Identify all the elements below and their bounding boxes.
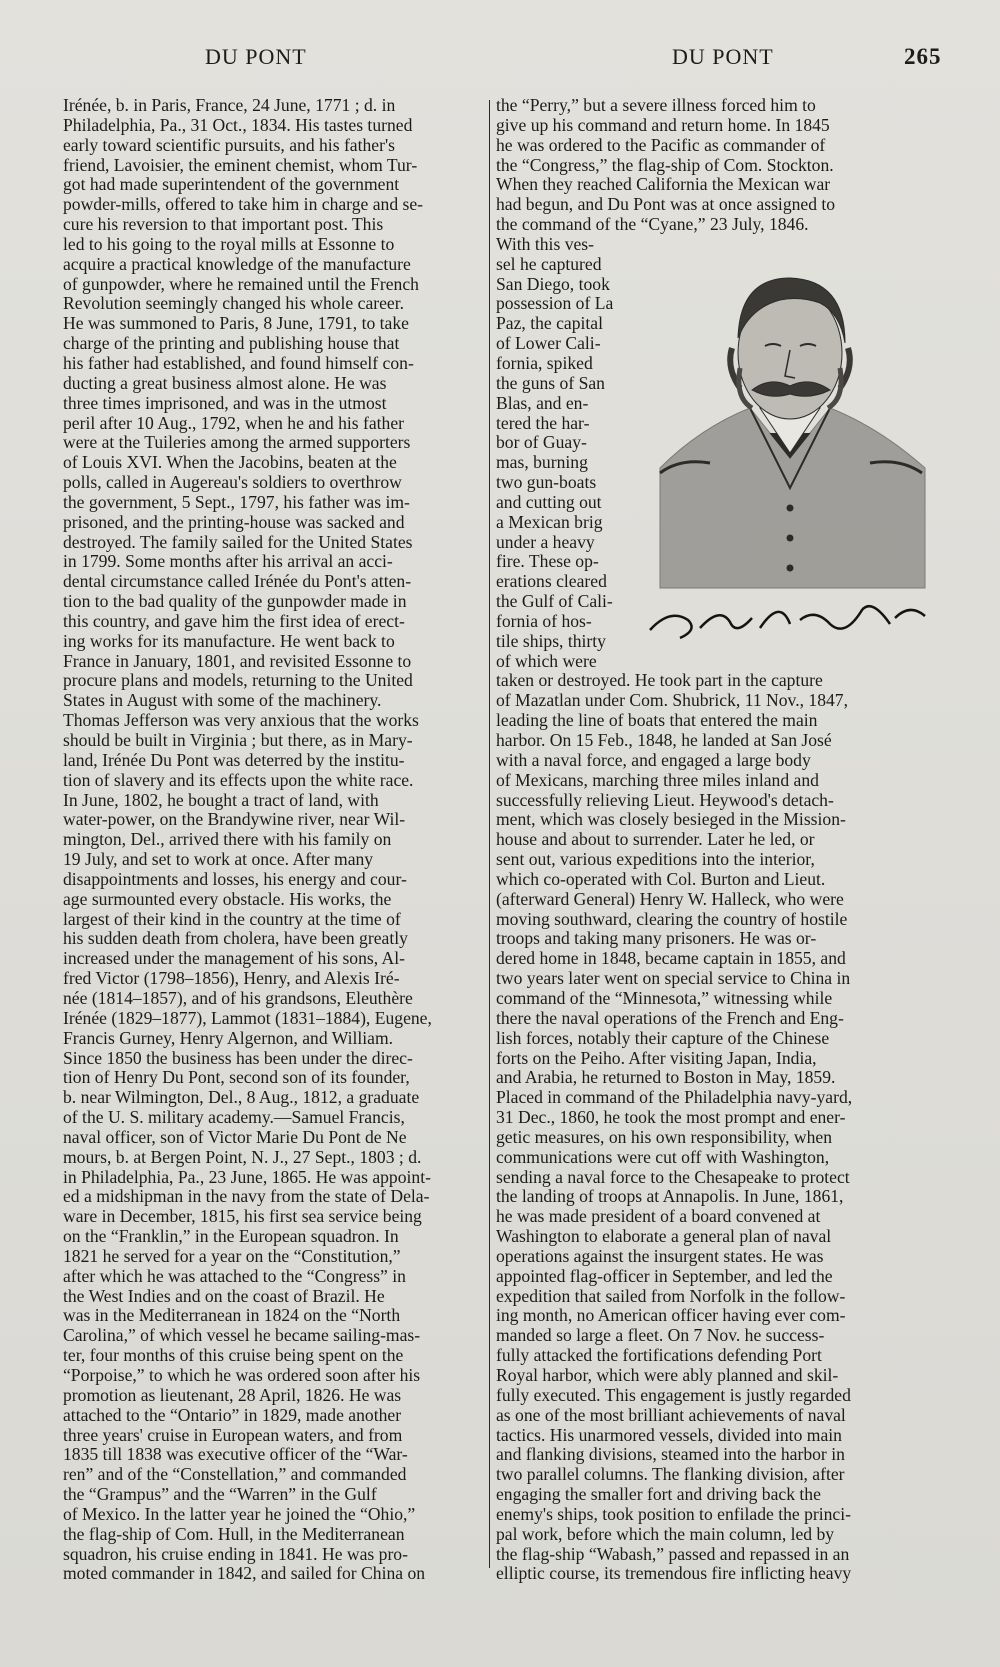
text-line: disappointments and losses, his energy and cour- <box>63 869 407 889</box>
text-line: in Philadelphia, Pa., 23 June, 1865. He was appoint- <box>63 1167 431 1187</box>
text-line: squadron, his cruise ending in 1841. He was pro- <box>63 1544 408 1564</box>
text-line: tered the har- <box>496 413 590 433</box>
text-line: promotion as lieutenant, 28 April, 1826. He was <box>63 1385 402 1405</box>
text-line: Paz, the capital <box>496 314 603 334</box>
text-line: naval officer, son of Victor Marie Du Pont de Ne <box>63 1127 407 1147</box>
text-line: taken or destroyed. He took part in the capture <box>496 671 823 691</box>
text-line: got had made superintendent of the government <box>63 175 400 195</box>
text-line: charge of the printing and publishing house that <box>63 334 400 354</box>
column-rule <box>489 100 490 1568</box>
text-line: in 1799. Some months after his arrival an acci- <box>63 552 393 572</box>
text-line: Irénée, b. in Paris, France, 24 June, 1771 ; d. in <box>63 96 396 115</box>
text-line: 31 Dec., 1860, he took the most prompt and ener- <box>496 1108 846 1128</box>
running-head-right: DU PONT <box>672 44 774 69</box>
text-line: Placed in command of the Philadelphia navy-yard, <box>496 1088 853 1108</box>
text-line: erations cleared <box>496 572 607 592</box>
text-line: after which he was attached to the “Congress” in <box>63 1266 406 1286</box>
text-line: a Mexican brig <box>496 512 603 532</box>
text-line: ren” and of the “Constellation,” and commanded <box>63 1465 407 1485</box>
text-line: the “Perry,” but a severe illness forced him to <box>496 96 816 115</box>
text-line: prisoned, and the printing-house was sacked and <box>63 512 405 532</box>
text-line: house and about to surrender. Later he led, or <box>496 830 815 850</box>
text-line: mington, Del., arrived there with his family on <box>63 830 392 850</box>
text-line: ed a midshipman in the navy from the state of Dela- <box>63 1187 430 1207</box>
text-line: he was made president of a board convened at <box>496 1207 821 1227</box>
text-line: moted commander in 1842, and sailed for China on <box>63 1564 426 1584</box>
text-line: lish forces, notably their capture of the Chinese <box>496 1028 830 1048</box>
text-line: Francis Gurney, Henry Algernon, and William. <box>63 1028 394 1048</box>
text-line: sel he captured <box>496 254 602 274</box>
text-line: largest of their kind in the country at the time of <box>63 909 401 929</box>
text-line: mours, b. at Bergen Point, N. J., 27 Sept., 1803 ; d. <box>63 1147 422 1167</box>
text-line: dental circumstance called Irénée du Pont's atten- <box>63 572 412 592</box>
text-line: the guns of San <box>496 373 605 393</box>
text-line: procure plans and models, returning to the United <box>63 671 413 691</box>
text-line: harbor. On 15 Feb., 1848, he landed at San José <box>496 731 832 750</box>
text-line: Blas, and en- <box>496 393 589 413</box>
text-line: ter, four months of this cruise being spent on the <box>63 1346 404 1366</box>
text-line: engaging the smaller fort and driving back the <box>496 1485 821 1505</box>
text-line: States in August with some of the machinery. <box>63 691 382 711</box>
text-line: fred Victor (1798–1856), Henry, and Alexis Iré- <box>63 969 400 989</box>
text-line: cure his reversion to that important post. This <box>63 215 384 235</box>
text-line: should be built in Virginia ; but there, as in Mary- <box>63 731 413 750</box>
text-line: Royal harbor, which were ably planned and skil- <box>496 1366 839 1385</box>
text-line: the government, 5 Sept., 1797, his father was im- <box>63 492 410 512</box>
text-line: fully attacked the fortifications defending Port <box>496 1346 822 1366</box>
text-line: attached to the “Ontario” in 1829, made another <box>63 1405 402 1425</box>
text-line: of Mazatlan under Com. Shubrick, 11 Nov., 1847, <box>496 691 848 711</box>
text-line: his father had established, and found himself con- <box>63 353 414 373</box>
text-line: forts on the Peiho. After visiting Japan, India, <box>496 1048 817 1068</box>
text-line: powder-mills, offered to take him in charge and se- <box>63 195 424 215</box>
text-line: the flag-ship “Wabash,” passed and repassed in an <box>496 1544 850 1564</box>
text-line: dered home in 1848, became captain in 1855, and <box>496 949 846 969</box>
text-line: Washington to elaborate a general plan of naval <box>496 1227 832 1247</box>
text-line: tactics. His unarmored vessels, divided into main <box>496 1425 842 1445</box>
text-line: land, Irénée Du Pont was deterred by the institu- <box>63 750 405 770</box>
text-line: acquire a practical knowledge of the manufacture <box>63 254 411 274</box>
text-line: was in the Mediterranean in 1824 on the “North <box>63 1306 401 1326</box>
text-line: moving southward, clearing the country of hostile <box>496 909 848 929</box>
text-line: of the U. S. military academy.—Samuel Francis, <box>63 1108 405 1128</box>
text-line: two gun-boats <box>496 473 597 493</box>
text-line: France in January, 1801, and revisited Essonne to <box>63 651 412 671</box>
text-line: sending a naval force to the Chesapeake to protect <box>496 1167 850 1187</box>
text-line: the flag-ship of Com. Hull, in the Mediterranean <box>63 1524 405 1544</box>
text-line: Carolina,” of which vessel he became sailing-mas- <box>63 1326 421 1346</box>
text-line: as one of the most brilliant achievements of naval <box>496 1405 846 1425</box>
text-line: getic measures, on his own responsibility, when <box>496 1127 833 1147</box>
text-line: operations against the insurgent states. He was <box>496 1246 824 1266</box>
text-line: give up his command and return home. In 1845 <box>496 115 830 135</box>
text-line: ware in December, 1815, his first sea service being <box>63 1207 422 1227</box>
text-line: leading the line of boats that entered the main <box>496 711 818 731</box>
text-line: troops and taking many prisoners. He was or- <box>496 929 817 949</box>
text-line: peril after 10 Aug., 1792, when he and his father <box>63 413 405 433</box>
text-line: ing month, no American officer having ever com- <box>496 1306 846 1326</box>
text-line: tion to the bad quality of the gunpowder made in <box>63 592 407 612</box>
text-line: He was summoned to Paris, 8 June, 1791, to take <box>63 314 409 334</box>
text-line: ducting a great business almost alone. He was <box>63 373 387 393</box>
text-line: two parallel columns. The flanking division, after <box>496 1465 845 1485</box>
text-line: When they reached California the Mexican war <box>496 175 831 195</box>
text-line: mas, burning <box>496 453 588 473</box>
text-line: enemy's ships, took position to enfilade the princi- <box>496 1504 851 1524</box>
text-line: he was ordered to the Pacific as commander of <box>496 135 826 155</box>
text-line: “Porpoise,” to which he was ordered soon after his <box>63 1366 421 1385</box>
text-line: and Arabia, he returned to Boston in May, 1859. <box>496 1068 836 1088</box>
text-line: tile ships, thirty <box>496 631 606 651</box>
text-line: possession of La <box>496 294 614 314</box>
text-line: polls, called in Augereau's soldiers to overthrow <box>63 473 402 493</box>
text-line: and cutting out <box>496 492 602 512</box>
text-line: destroyed. The family sailed for the United States <box>63 532 413 552</box>
text-line: of Lower Cali- <box>496 334 601 354</box>
page-number: 265 <box>904 44 942 69</box>
text-line: communications were cut off with Washington, <box>496 1147 830 1167</box>
text-line: on the “Franklin,” in the European squadron. In <box>63 1227 399 1247</box>
text-line: manded so large a fleet. On 7 Nov. he success- <box>496 1326 825 1346</box>
text-line: Irénée (1829–1877), Lammot (1831–1884), Eugene, <box>63 1008 432 1028</box>
text-line: this country, and gave him the first idea of erect- <box>63 611 405 631</box>
text-line: which co-operated with Col. Burton and Lieut. <box>496 869 826 889</box>
text-line: 1821 he served for a year on the “Constitution,” <box>63 1246 401 1266</box>
text-line: of gunpowder, where he remained until the French <box>63 274 419 294</box>
text-line: the landing of troops at Annapolis. In June, 1861, <box>496 1187 844 1207</box>
text-line: with a naval force, and engaged a large body <box>496 750 811 770</box>
text-line: 19 July, and set to work at once. After many <box>63 850 374 870</box>
text-line: fire. These op- <box>496 552 599 572</box>
text-line: command of the “Minnesota,” witnessing while <box>496 988 833 1008</box>
text-line: pal work, before which the main column, led by <box>496 1524 835 1544</box>
text-line: bor of Guay- <box>496 433 587 453</box>
text-line: age surmounted every obstacle. His works, the <box>63 889 392 909</box>
text-line: under a heavy <box>496 532 595 552</box>
text-line: ment, which was closely besieged in the Mission- <box>496 810 846 830</box>
text-line: of Louis XVI. When the Jacobins, beaten at the <box>63 453 397 473</box>
left-column <box>63 96 477 1584</box>
text-line: In June, 1802, he bought a tract of land, with <box>63 790 379 810</box>
text-line: Philadelphia, Pa., 31 Oct., 1834. His tastes turned <box>63 115 413 135</box>
text-line: of Mexico. In the latter year he joined the “Ohio,” <box>63 1504 416 1524</box>
text-line: fornia, spiked <box>496 353 593 373</box>
text-line: With this ves- <box>496 234 595 254</box>
text-line: the West Indies and on the coast of Brazil. He <box>63 1286 385 1306</box>
text-line: two years later went on special service to China in <box>496 969 851 989</box>
text-line: of which were <box>496 651 597 671</box>
text-line: Since 1850 the business has been under the direc- <box>63 1048 413 1068</box>
text-line: and flanking divisions, steamed into the harbor in <box>496 1445 845 1465</box>
text-line: née (1814–1857), and of his grandsons, Eleuthère <box>63 988 413 1008</box>
text-line: led to his going to the royal mills at Essonne to <box>63 234 395 254</box>
text-line: expedition that sailed from Norfolk in the follow- <box>496 1286 846 1306</box>
text-line: early toward scientific pursuits, and his father's <box>63 135 395 155</box>
text-line: elliptic course, its tremendous fire inflicting heavy <box>496 1564 852 1584</box>
text-line: the Gulf of Cali- <box>496 592 613 612</box>
text-line: three years' cruise in European waters, and from <box>63 1425 403 1445</box>
text-line: the “Congress,” the flag-ship of Com. Stockton. <box>496 155 834 175</box>
text-line: tion of slavery and its effects upon the white race. <box>63 770 414 790</box>
text-line: ing works for its manufacture. He went back to <box>63 631 395 651</box>
text-line: b. near Wilmington, Del., 8 Aug., 1812, a graduate <box>63 1088 420 1108</box>
text-line: had begun, and Du Pont was at once assigned to <box>496 195 836 215</box>
text-line: of Mexicans, marching three miles inland and <box>496 770 819 790</box>
text-line: appointed flag-officer in September, and led the <box>496 1266 833 1286</box>
text-line: Revolution seemingly changed his whole career. <box>63 294 405 314</box>
text-line: water-power, on the Brandywine river, near Wil- <box>63 810 406 830</box>
text-line: were at the Tuileries among the armed supporters <box>63 433 411 453</box>
text-line: 1835 till 1838 was executive officer of the “War- <box>63 1445 408 1465</box>
text-line: there the naval operations of the French and Eng- <box>496 1008 844 1028</box>
running-head-left: DU PONT <box>205 44 307 69</box>
text-line: his sudden death from cholera, have been greatly <box>63 929 408 949</box>
text-line: the “Grampus” and the “Warren” in the Gulf <box>63 1485 377 1505</box>
text-line: fully executed. This engagement is justly regarded <box>496 1385 851 1405</box>
text-line: (afterward General) Henry W. Halleck, who were <box>496 889 844 909</box>
text-line: tion of Henry Du Pont, second son of its founder, <box>63 1068 410 1088</box>
text-line: the command of the “Cyane,” 23 July, 1846. <box>496 215 809 235</box>
text-line: San Diego, took <box>496 274 610 294</box>
text-line: Thomas Jefferson was very anxious that the works <box>63 711 419 731</box>
text-line: successfully relieving Lieut. Heywood's detach- <box>496 790 834 810</box>
text-line: increased under the management of his sons, Al- <box>63 949 406 969</box>
text-line: sent out, various expeditions into the interior, <box>496 850 815 870</box>
text-line: three times imprisoned, and was in the utmost <box>63 393 387 413</box>
text-line: friend, Lavoisier, the eminent chemist, whom Tur- <box>63 155 418 175</box>
text-line: fornia of hos- <box>496 611 592 631</box>
